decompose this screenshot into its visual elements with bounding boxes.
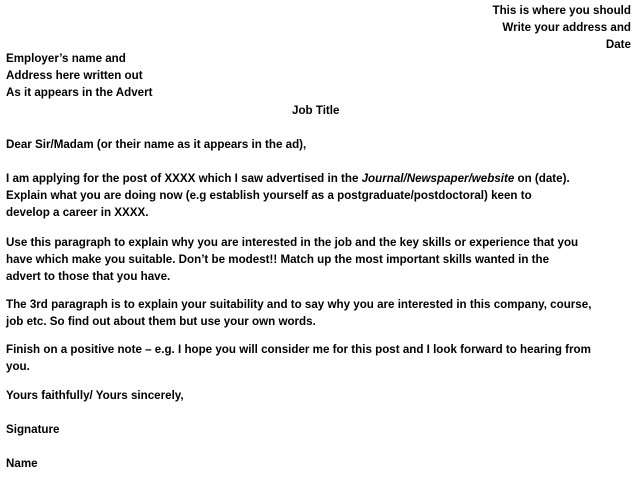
paragraph-1-italic: Journal/Newspaper/website bbox=[361, 172, 515, 185]
paragraph-1-line: Explain what you are doing now (e.g establish yourself as a postgraduate/postdoctoral) keen to bbox=[6, 189, 532, 202]
paragraph-1 bbox=[6, 170, 638, 221]
paragraph-3 bbox=[6, 296, 638, 330]
closing: Yours faithfully/ Yours sincerely, bbox=[6, 389, 184, 402]
paragraph-1-suffix: on (date). bbox=[514, 172, 570, 185]
sender-line: Write your address and bbox=[502, 21, 631, 34]
paragraph-2-line: have which make you suitable. Don’t be modest!! Match up the most important skills wanted in the bbox=[6, 253, 550, 266]
paragraph-4 bbox=[6, 341, 638, 375]
paragraph-2 bbox=[6, 234, 638, 285]
name: Name bbox=[6, 457, 38, 470]
employer-address-block bbox=[6, 50, 152, 101]
paragraph-1-line bbox=[6, 170, 638, 187]
signature: Signature bbox=[6, 423, 60, 436]
employer-line: Address here written out bbox=[6, 69, 143, 82]
paragraph-2-line: advert to those that you have. bbox=[6, 270, 171, 283]
sender-line: This is where you should bbox=[492, 4, 631, 17]
employer-line: Employer’s name and bbox=[6, 52, 126, 65]
paragraph-3-line: job etc. So find out about them but use your own words. bbox=[6, 315, 316, 328]
paragraph-1-line: develop a career in XXXX. bbox=[6, 206, 149, 219]
paragraph-1-prefix: I am applying for the post of XXXX which I saw advertised in the bbox=[6, 172, 362, 185]
paragraph-4-line: Finish on a positive note – e.g. I hope you will consider me for this post and I look forward to hearing from bbox=[6, 343, 591, 356]
paragraph-4-line: you. bbox=[6, 360, 30, 373]
sender-line: Date bbox=[605, 38, 631, 51]
paragraph-3-line: The 3rd paragraph is to explain your suitability and to say why you are interested in this company, course, bbox=[6, 298, 592, 311]
employer-line: As it appears in the Advert bbox=[6, 86, 153, 99]
job-title: Job Title bbox=[292, 104, 340, 117]
sender-address-block bbox=[492, 2, 631, 53]
salutation: Dear Sir/Madam (or their name as it appears in the ad), bbox=[6, 138, 307, 151]
paragraph-2-line: Use this paragraph to explain why you are interested in the job and the key skills or experience that you bbox=[6, 236, 579, 249]
